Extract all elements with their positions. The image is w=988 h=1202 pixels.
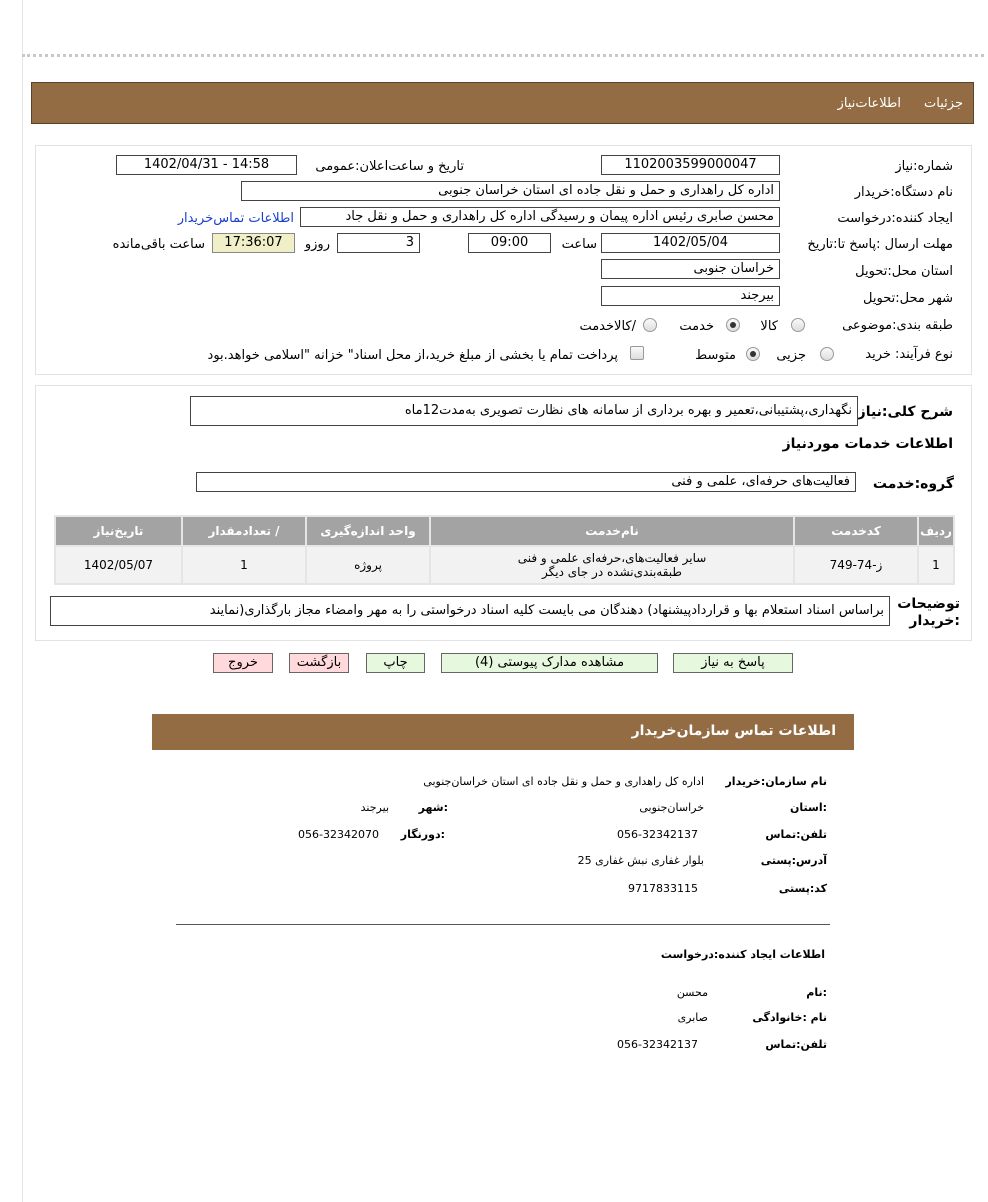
process-label: نوع فرآیند: خرید: [865, 347, 953, 362]
tab-need-info[interactable]: اطلاعات‌نیاز: [837, 96, 901, 111]
services-title: اطلاعات خدمات موردنیاز: [782, 436, 953, 452]
need-info-panel: [35, 145, 972, 375]
contact-address-value: بلوار غفاری نبش غفاری 25: [577, 854, 704, 867]
cell-name-line1: سایر فعالیت‌های،حرفه‌ای علمی و فنی: [517, 551, 707, 565]
category-option-service: خدمت: [679, 319, 714, 334]
table-header-row: [56, 517, 953, 545]
cell-row: 1: [919, 547, 953, 583]
category-option-goods: کالا: [760, 319, 778, 334]
cell-unit: پروژه: [307, 547, 429, 583]
back-button[interactable]: بازگشت: [289, 653, 349, 673]
contact-header-bar: [152, 714, 854, 750]
page-left-border: [22, 0, 23, 1202]
table-row: [56, 547, 953, 583]
cell-name-line2: طبقه‌بندی‌نشده در جای دیگر: [542, 565, 682, 579]
buyer-notes-label: توضیحات :خریدار: [897, 596, 960, 629]
process-option-medium: متوسط: [695, 348, 736, 363]
contact-province-value: خراسان‌جنوبی: [639, 801, 704, 814]
need-number-label: شماره:نیاز: [895, 159, 953, 174]
category-radio-goods[interactable]: [791, 318, 805, 332]
creator-info-title: اطلاعات ایجاد کننده:درخواست: [660, 948, 825, 961]
category-option-goods-service: /کالاخدمت: [579, 319, 636, 334]
remaining-time-field: 17:36:07: [212, 233, 295, 253]
col-row: ردیف: [919, 517, 953, 545]
contact-postal-label: کد:پستی: [778, 882, 827, 895]
cell-date: 1402/05/07: [56, 547, 181, 583]
province-field: خراسان جنوبی: [601, 259, 780, 279]
announce-date-field: 1402/04/31 - 14:58: [116, 155, 297, 175]
cell-qty: 1: [183, 547, 305, 583]
col-code: کدخدمت: [795, 517, 917, 545]
service-group-field: فعالیت‌های حرفه‌ای، علمی و فنی: [196, 472, 856, 492]
contact-address-label: آدرس:پستی: [760, 854, 827, 867]
province-label: استان محل:تحویل: [855, 264, 953, 279]
contact-fax-value: 056-32342070: [298, 828, 379, 841]
creator-family-label: نام :خانوادگی: [752, 1011, 827, 1024]
header-bar: [31, 82, 974, 124]
summary-field: نگهداری،پشتیبانی،تعمیر و بهره برداری از سامانه های نظارت تصویری به‌مدت12ماه: [190, 396, 858, 426]
contact-org-label: نام سازمان:خریدار: [725, 775, 827, 788]
creator-name-value: محسن: [676, 986, 708, 999]
services-table: [54, 515, 955, 585]
process-radio-medium[interactable]: [746, 347, 760, 361]
deadline-date-field: 1402/05/04: [601, 233, 780, 253]
attachments-button[interactable]: مشاهده مدارک پیوستی (4): [441, 653, 658, 673]
contact-city-label: :شهر: [418, 801, 448, 814]
remaining-time-label: ساعت باقی‌مانده: [112, 237, 205, 252]
exit-button[interactable]: خروج: [213, 653, 273, 673]
buyer-org-label: نام دستگاه:خریدار: [854, 185, 953, 200]
summary-label: شرح کلی:نیاز: [857, 404, 953, 420]
deadline-label: مهلت ارسال :پاسخ تا:تاریخ: [807, 237, 953, 252]
col-date: تاریخ‌نیاز: [56, 517, 181, 545]
col-unit: واحد اندازه‌گیری: [307, 517, 429, 545]
category-radio-goods-service[interactable]: [643, 318, 657, 332]
top-divider: [22, 54, 984, 57]
contact-title: اطلاعات تماس سازمان‌خریدار: [631, 723, 836, 739]
category-radio-service[interactable]: [726, 318, 740, 332]
cell-name: [431, 547, 793, 583]
contact-phone-label: تلفن:تماس: [765, 828, 827, 841]
cell-code: ز-74-749: [795, 547, 917, 583]
need-number-field: 1102003599000047: [601, 155, 780, 175]
col-qty: / تعدادمقدار: [183, 517, 305, 545]
announce-date-label: تاریخ و ساعت‌اعلان:عمومی: [315, 159, 464, 174]
deadline-time-label: ساعت: [561, 237, 597, 252]
creator-field: محسن صابری رئیس اداره پیمان و رسیدگی اداره کل راهداری و حمل و نقل جاد: [300, 207, 780, 227]
print-button[interactable]: چاپ: [366, 653, 425, 673]
city-label: شهر محل:تحویل: [863, 291, 953, 306]
process-option-minor: جزیی: [776, 348, 806, 363]
city-field: بیرجند: [601, 286, 780, 306]
contact-org-value: اداره کل راهداری و حمل و نقل جاده ای استان خراسان‌جنوبی: [423, 775, 704, 788]
contact-postal-value: 9717833115: [628, 882, 698, 895]
col-name: نام‌خدمت: [431, 517, 793, 545]
creator-family-value: صابری: [677, 1011, 708, 1024]
treasury-payment-checkbox[interactable]: [630, 346, 644, 360]
category-label: طبقه بندی:موضوعی: [842, 318, 953, 333]
buyer-org-field: اداره کل راهداری و حمل و نقل جاده ای استان خراسان جنوبی: [241, 181, 780, 201]
tab-details[interactable]: جزئيات: [924, 96, 963, 111]
creator-phone-label: تلفن:تماس: [765, 1038, 827, 1051]
contact-province-label: :استان: [790, 801, 827, 814]
contact-phone-value: 056-32342137: [617, 828, 698, 841]
reply-button[interactable]: پاسخ به نیاز: [673, 653, 793, 673]
creator-name-label: :نام: [806, 986, 827, 999]
days-field: 3: [337, 233, 420, 253]
treasury-payment-note: پرداخت تمام یا بخشی از مبلغ خرید،از محل اسناد" خزانه "اسلامی خواهد.بود: [207, 348, 618, 363]
deadline-time-field: 09:00: [468, 233, 551, 253]
process-radio-minor[interactable]: [820, 347, 834, 361]
buyer-contact-link[interactable]: اطلاعات تماس‌خریدار: [177, 211, 294, 226]
creator-label: ایجاد کننده:درخواست: [837, 211, 953, 226]
contact-divider: [176, 924, 830, 925]
contact-fax-label: :دورنگار: [400, 828, 445, 841]
service-group-label: گروه:خدمت: [872, 476, 954, 492]
buyer-notes-field: براساس اسناد استعلام بها و قراردادپیشنهاد) دهندگان می بایست کلیه اسناد درخواستی را به مهر وامضاء مجاز بارگذاری(نمایند: [50, 596, 890, 626]
contact-city-value: بیرجند: [360, 801, 389, 814]
creator-phone-value: 056-32342137: [617, 1038, 698, 1051]
days-label: روزو: [304, 237, 330, 252]
